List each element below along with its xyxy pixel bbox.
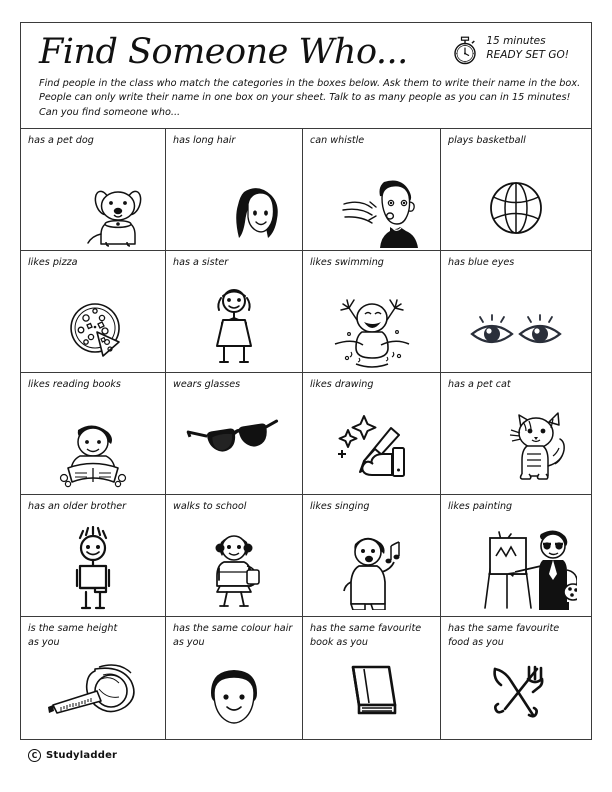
- cell-label: likes swimming: [310, 257, 384, 269]
- activity-cell[interactable]: [441, 373, 591, 495]
- copyright-icon: C: [28, 749, 41, 762]
- activity-cell[interactable]: [441, 617, 591, 739]
- pizza-icon: [57, 298, 129, 364]
- timer-duration: 15 minutes: [486, 35, 546, 47]
- cell-label: walks to school: [173, 501, 247, 513]
- activity-cell[interactable]: [166, 495, 303, 617]
- cell-label-line-2: as you: [28, 636, 60, 648]
- cell-label-line-2: as you: [173, 636, 205, 648]
- cell-label: has a pet dog: [28, 135, 94, 147]
- activity-cell[interactable]: [303, 251, 441, 373]
- page-title: Find Someone Who...: [39, 32, 408, 72]
- activity-cell[interactable]: [303, 617, 441, 739]
- cell-label-line-1: has the same colour hair: [173, 623, 293, 635]
- instructions-line-1: Find people in the class who match the categories in the boxes below. Ask them to write their name in the box.: [39, 78, 581, 89]
- activity-cell[interactable]: [441, 251, 591, 373]
- cell-label: plays basketball: [448, 135, 526, 147]
- cell-label: likes singing: [310, 501, 370, 513]
- cell-label: has long hair: [173, 135, 236, 147]
- instructions-line-3: Can you find someone who...: [39, 106, 181, 118]
- cell-label-line-1: has the same favourite: [310, 623, 422, 635]
- basketball-icon: [488, 180, 544, 236]
- cell-label: likes drawing: [310, 379, 374, 391]
- cell-label: [448, 622, 591, 649]
- studyladder-logo: [28, 749, 117, 762]
- reading-child-icon: [56, 416, 130, 488]
- timer-call: READY SET GO!: [486, 48, 569, 61]
- cell-label: likes pizza: [28, 257, 78, 269]
- cell-label: likes painting: [448, 501, 513, 513]
- activity-cell[interactable]: [166, 251, 303, 373]
- girl-stick-figure-icon: [210, 284, 258, 366]
- whistling-boy-icon: [340, 174, 426, 248]
- activity-cell[interactable]: [303, 495, 441, 617]
- fork-knife-icon: [485, 661, 547, 723]
- walking-schoolgirl-icon: [207, 526, 261, 612]
- long-hair-face-icon: [228, 182, 288, 248]
- eyes-icon: [468, 312, 564, 352]
- painter-easel-icon: [481, 522, 577, 612]
- boy-stick-figure-icon: [68, 526, 118, 612]
- stopwatch-icon: [451, 35, 479, 69]
- cell-label: has a sister: [173, 257, 229, 269]
- activity-cell[interactable]: [21, 251, 166, 373]
- activity-grid: [21, 129, 591, 739]
- activity-cell[interactable]: [441, 129, 591, 251]
- activity-cell[interactable]: [166, 129, 303, 251]
- singing-boy-icon: [337, 528, 407, 610]
- instructions-line-2: People can only write their name in one box on your sheet. Talk to as many people as you can in 15 minutes!: [39, 92, 571, 104]
- activity-cell[interactable]: [166, 373, 303, 495]
- cat-icon: [501, 408, 577, 484]
- timer-block: [451, 35, 569, 69]
- worksheet-header: [21, 23, 591, 129]
- cell-label: wears glasses: [173, 379, 241, 391]
- instructions: [39, 77, 579, 120]
- activity-cell[interactable]: [21, 129, 166, 251]
- cell-label: has blue eyes: [448, 257, 515, 269]
- cell-label: can whistle: [310, 135, 365, 147]
- cell-label-line-2: food as you: [448, 636, 504, 648]
- swimmer-icon: [329, 286, 415, 370]
- activity-cell[interactable]: [303, 129, 441, 251]
- dog-icon: [83, 186, 151, 248]
- boy-face-icon: [203, 667, 265, 725]
- cell-label: [173, 622, 302, 649]
- brand-name: Studyladder: [46, 750, 118, 761]
- activity-cell[interactable]: [21, 495, 166, 617]
- cell-label: has an older brother: [28, 501, 127, 513]
- cell-label: has a pet cat: [448, 379, 511, 391]
- activity-cell[interactable]: [441, 495, 591, 617]
- worksheet-sheet: [20, 22, 592, 740]
- cell-label: [310, 622, 440, 649]
- activity-cell[interactable]: [21, 373, 166, 495]
- cell-label-line-1: has the same favourite: [448, 623, 560, 635]
- cell-label: [28, 622, 165, 649]
- timer-text: [486, 35, 569, 62]
- tape-measure-icon: [41, 661, 145, 717]
- drawing-hand-icon: [333, 410, 411, 478]
- cell-label: likes reading books: [28, 379, 121, 391]
- activity-cell[interactable]: [166, 617, 303, 739]
- cell-label-line-2: book as you: [310, 636, 368, 648]
- cell-label-line-1: is the same height: [28, 623, 118, 635]
- glasses-icon: [182, 414, 286, 460]
- activity-cell[interactable]: [303, 373, 441, 495]
- activity-cell[interactable]: [21, 617, 166, 739]
- book-icon: [343, 659, 401, 719]
